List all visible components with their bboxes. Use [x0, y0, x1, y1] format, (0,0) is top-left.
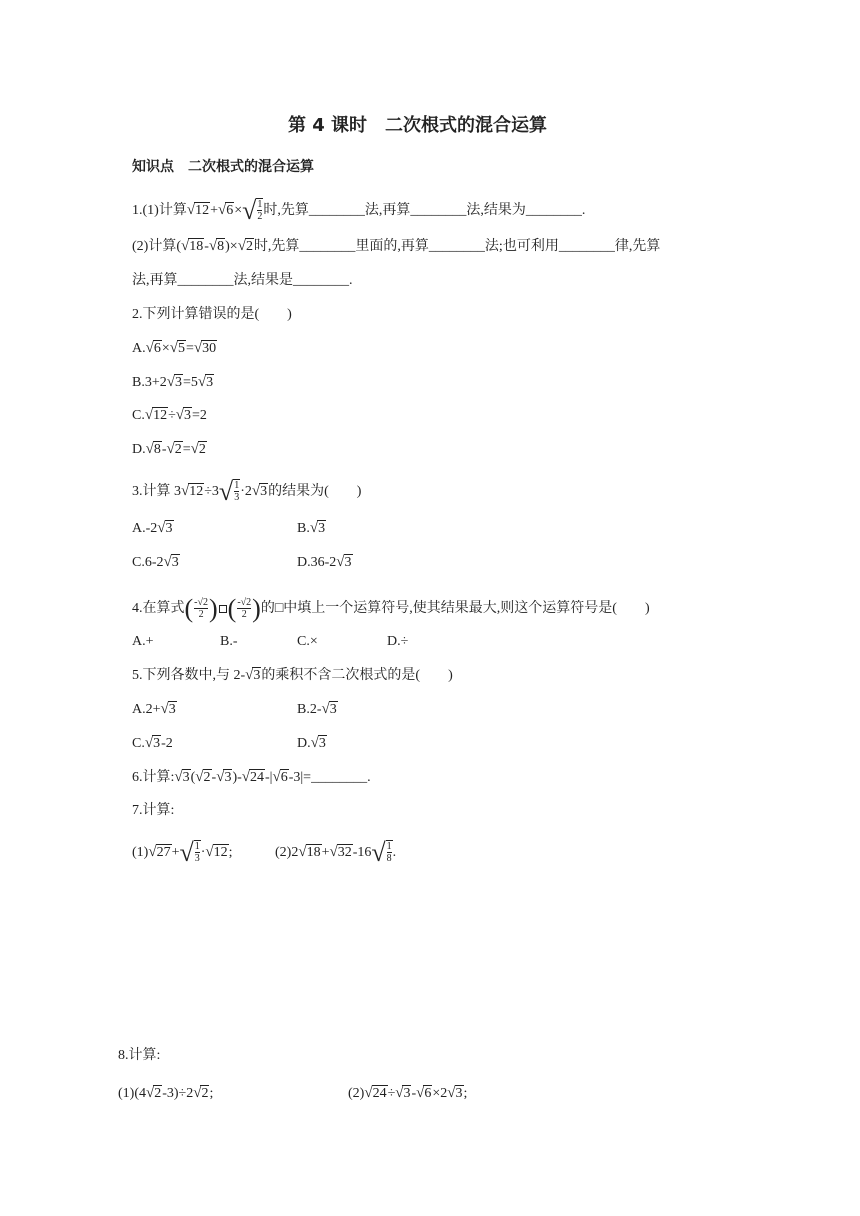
question-8-part-2: (2)√24÷√3-√6×2√3;	[348, 1085, 468, 1101]
question-3-option-b: B.√3	[297, 520, 326, 536]
question-4-stem: 4.在算式( $\frac{-√2}{2}$ ) ( $\frac{-√2}{2}$ )的□中填上一个运算符号,使其结果最大,则这个运算符号是( )	[132, 594, 650, 623]
question-3-option-c: C.6-2√3	[132, 554, 179, 570]
page-title: 第 4 课时 二次根式的混合运算	[288, 115, 548, 136]
question-5-option-a: A.2+√3	[132, 701, 176, 717]
question-4-option-b: B.-	[220, 634, 238, 649]
question-2-option-a: A.√6×√5=√30	[132, 340, 217, 356]
question-2-option-b: B.3+2√3=5√3	[132, 374, 214, 390]
question-8-stem: 8.计算:	[118, 1048, 161, 1063]
question-4-option-d: D.÷	[387, 634, 409, 649]
question-2-option-c: C.√12÷√3=2	[132, 407, 207, 423]
question-4-option-a: A.+	[132, 634, 154, 649]
question-7-part-1: (1)√27+√ $\frac{1}{3}$ ·√12;	[132, 838, 233, 867]
question-2-stem: 2.下列计算错误的是( )	[132, 307, 292, 322]
question-1-part-2-cont: 法,再算________法,结果是________.	[132, 273, 353, 288]
question-6: 6.计算:√3(√2-√3)-√24-|√6-3|=________.	[132, 769, 371, 785]
question-7-part-2: (2)2√18+√32-16√ $\frac{1}{8}$ .	[275, 838, 397, 867]
question-5-option-d: D.√3	[297, 735, 326, 751]
question-5-option-b: B.2-√3	[297, 701, 337, 717]
blank-box	[219, 605, 227, 613]
question-4-option-c: C.×	[297, 634, 318, 649]
question-7-stem: 7.计算:	[132, 803, 175, 818]
question-2-option-d: D.√8-√2=√2	[132, 441, 206, 457]
question-3-option-a: A.-2√3	[132, 520, 173, 536]
question-3-stem: 3.计算 3√12÷3√ $\frac{1}{3}$ ·2√3的结果为( )	[132, 477, 362, 506]
question-8-part-1: (1)(4√2-3)÷2√2;	[118, 1085, 214, 1101]
question-5-option-c: C.√3-2	[132, 735, 173, 751]
question-1-part-1: 1.(1)计算√12+√6×√ $\frac{1}{2}$ 时,先算________法,再算________法,结果为________.	[132, 196, 586, 225]
question-3-option-d: D.36-2√3	[297, 554, 352, 570]
question-5-stem: 5.下列各数中,与 2-√3的乘积不含二次根式的是( )	[132, 667, 453, 683]
section-heading: 知识点 二次根式的混合运算	[132, 159, 314, 175]
question-1-part-2: (2)计算(√18-√8)×√2时,先算________里面的,再算________法;也可利用________律,先算	[132, 238, 661, 254]
